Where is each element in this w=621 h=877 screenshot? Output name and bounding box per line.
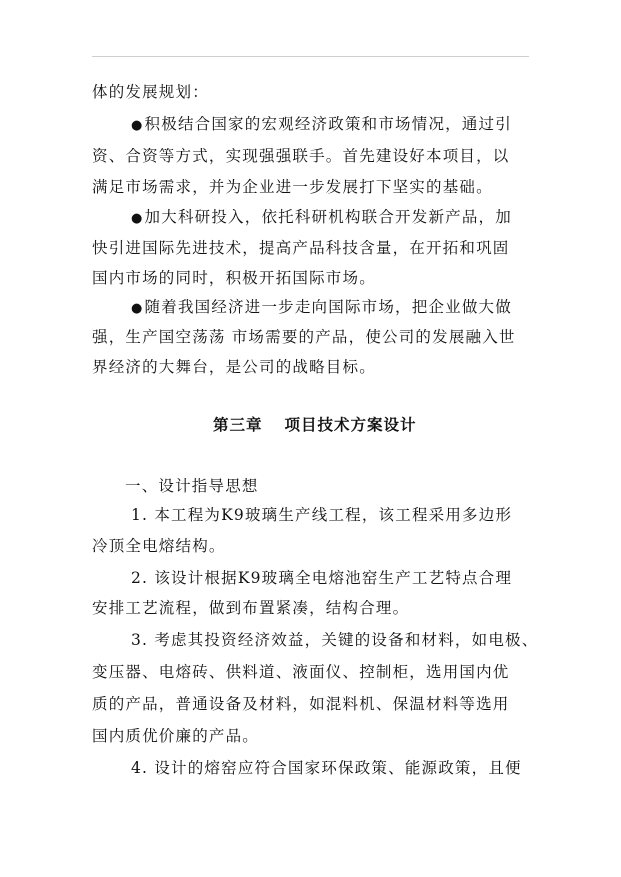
bullet-1-line-3: 满足市场需求，并为企业进一步发展打下坚实的基础。	[92, 178, 493, 196]
item-3-line-4: 国内质优价廉的产品。	[92, 727, 260, 745]
chapter-number: 第三章	[213, 416, 263, 434]
item-2-line-1: 2. 该设计根据K9玻璃全电熔池窑生产工艺特点合理	[131, 569, 513, 587]
chapter-title: 项目技术方案设计	[284, 416, 417, 434]
header-rule	[92, 56, 529, 57]
bullet-1-line-2: 资、合资等方式，实现强强联手。首先建设好本项目，以	[92, 147, 510, 165]
bullet-2-line-1: ●加大科研投入，依托科研机构联合开发新产品，加	[131, 208, 512, 226]
bullet-icon: ●	[131, 211, 144, 226]
bullet-icon: ●	[131, 118, 144, 133]
bullet-3-line-2: 强，生产国空荡荡 市场需要的产品，使公司的发展融入世	[92, 328, 516, 346]
item-1-line-2: 冷顶全电熔结构。	[92, 537, 226, 555]
bullet-2-line-3: 国内市场的同时，积极开拓国际市场。	[92, 269, 376, 287]
item-3-line-1: 3. 考虑其投资经济效益，关键的设备和材料，如电极、	[131, 631, 539, 649]
item-1-line-1: 1. 本工程为K9玻璃生产线工程，该工程采用多边形	[131, 506, 513, 524]
bullet-icon: ●	[131, 301, 144, 316]
item-3-line-3: 质的产品，普通设备及材料，如混料机、保温材料等选用	[92, 695, 510, 713]
section-heading: 一、设计指导思想	[125, 477, 259, 495]
item-2-line-2: 安排工艺流程，做到布置紧凑，结构合理。	[92, 599, 410, 617]
bullet-3-line-3: 界经济的大舞台，是公司的战略目标。	[92, 358, 376, 376]
item-4-line-1: 4. 设计的熔窑应符合国家环保政策、能源政策，且便	[131, 759, 522, 777]
bullet-3-line-1: ●随着我国经济进一步走向国际市场，把企业做大做	[131, 298, 512, 316]
bullet-1-line-1: ●积极结合国家的宏观经济政策和市场情况，通过引	[131, 115, 512, 133]
bullet-2-line-2: 快引进国际先进技术，提高产品科技含量，在开拓和巩固	[92, 239, 510, 257]
item-3-line-2: 变压器、电熔砖、供料道、液面仪、控制柜，选用国内优	[92, 663, 510, 681]
intro-label: 体的发展规划：	[92, 83, 209, 101]
chapter-heading	[213, 415, 417, 435]
